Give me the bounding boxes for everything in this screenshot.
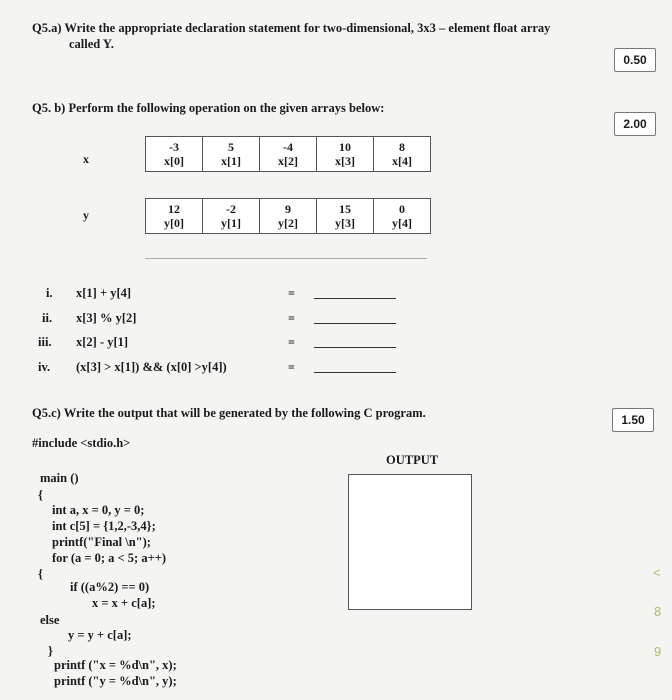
q5c-title: Q5.c) Write the output that will be generated by the following C program. [32, 406, 426, 420]
q5a-line1: Q5.a) Write the appropriate declaration statement for two-dimensional, 3x3 – element float array [32, 21, 551, 35]
code-else: else [40, 613, 60, 627]
y-cell-0: 12 y[0] [146, 199, 203, 234]
code-assign-x: x = x + c[a]; [92, 596, 156, 610]
op-1-equals: = [288, 286, 295, 300]
code-main: main () [40, 471, 79, 485]
op-1-number: i. [46, 286, 53, 300]
code-decl-2: int c[5] = {1,2,-3,4}; [52, 519, 156, 533]
code-inner-open-brace: { [38, 567, 43, 581]
x-array-table [145, 136, 431, 172]
y-cell-3: 15 y[3] [317, 199, 374, 234]
code-printf-x: printf ("x = %d\n", x); [54, 658, 177, 672]
code-open-brace: { [38, 488, 43, 502]
q5a-score: 0.50 [614, 48, 656, 72]
output-box[interactable] [348, 474, 472, 610]
code-assign-y: y = y + c[a]; [68, 628, 132, 642]
code-if: if ((a%2) == 0) [70, 580, 150, 594]
y-cell-2: 9 y[2] [260, 199, 317, 234]
op-2-expression: x[3] % y[2] [76, 311, 137, 325]
x-cell-3: 10 x[3] [317, 137, 374, 172]
op-3-expression: x[2] - y[1] [76, 335, 129, 349]
q5a-line2: called Y. [69, 37, 114, 51]
op-4-number: iv. [38, 360, 51, 374]
x-array-label: x [83, 152, 89, 166]
x-cell-2: -4 x[2] [260, 137, 317, 172]
op-2-equals: = [288, 311, 295, 325]
side-mark-1: 8 [654, 604, 662, 619]
output-label: OUTPUT [386, 453, 439, 467]
op-3-equals: = [288, 335, 295, 349]
code-for-loop: for (a = 0; a < 5; a++) [52, 551, 167, 565]
x-cell-0: -3 x[0] [146, 137, 203, 172]
op-4-answer-blank[interactable] [314, 372, 396, 373]
code-printf-y: printf ("y = %d\n", y); [54, 674, 177, 688]
q5b-score: 2.00 [614, 112, 656, 136]
code-printf-final: printf("Final \n"); [52, 535, 151, 549]
y-cell-1: -2 y[1] [203, 199, 260, 234]
q5b-title: Q5. b) Perform the following operation on the given arrays below: [32, 101, 385, 115]
x-cell-1: 5 x[1] [203, 137, 260, 172]
op-3-answer-blank[interactable] [314, 347, 396, 348]
op-4-equals: = [288, 360, 295, 374]
y-array-label: y [83, 208, 89, 222]
y-array-table [145, 198, 431, 234]
op-1-answer-blank[interactable] [314, 298, 396, 299]
side-chevron-icon: < [653, 565, 661, 580]
y-cell-4: 0 y[4] [374, 199, 431, 234]
op-2-answer-blank[interactable] [314, 323, 396, 324]
op-3-number: iii. [38, 335, 52, 349]
code-inner-close-brace: } [48, 644, 53, 658]
q5c-score: 1.50 [612, 408, 654, 432]
op-1-expression: x[1] + y[4] [76, 286, 132, 300]
side-mark-2: 9 [654, 644, 662, 659]
x-cell-4: 8 x[4] [374, 137, 431, 172]
op-2-number: ii. [42, 311, 53, 325]
include-directive: #include <stdio.h> [32, 436, 131, 450]
code-decl-1: int a, x = 0, y = 0; [52, 503, 145, 517]
op-4-expression: (x[3] > x[1]) && (x[0] >y[4]) [76, 360, 227, 374]
divider [145, 258, 427, 259]
